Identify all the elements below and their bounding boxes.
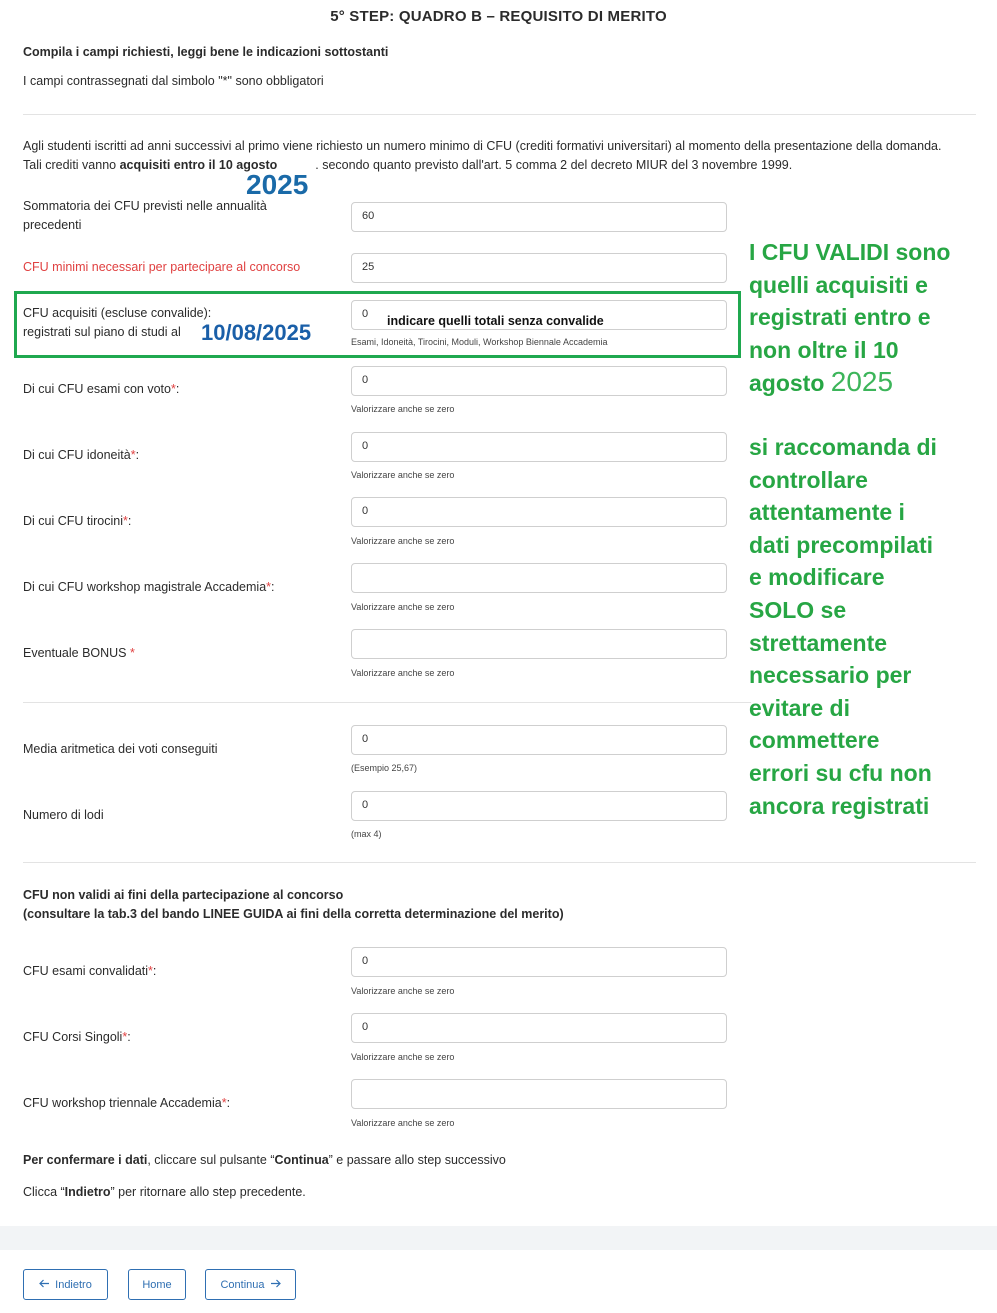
confirm-text-mid: , cliccare sul pulsante “ [147,1153,275,1167]
arrow-left-icon [39,1279,50,1291]
required-star: * [170,382,176,396]
home-button-label: Home [142,1278,172,1291]
label-colon: : [271,580,275,594]
help-esami-convalidati: Valorizzare anche se zero [351,986,455,996]
label-corsi-singoli [23,1028,131,1047]
label-cfu-acquisiti-1: CFU acquisiti (escluse convalide): [23,306,212,320]
label-colon: : [127,514,132,528]
label-sommatoria-1: Sommatoria dei CFU previsti nelle annualità [23,199,267,213]
help-bonus: Valorizzare anche se zero [351,668,455,678]
label-cfu-acquisiti [23,304,211,342]
annotation-line: controllare [749,466,868,493]
sommatoria-input[interactable]: 60 [351,202,727,232]
non-validi-subtitle: (consultare la tab.3 del bando LINEE GUIDA ai fini della corretta determinazione del merito) [23,907,564,921]
required-star: * [130,448,136,462]
annotation-line [749,366,950,400]
continue-button[interactable] [205,1269,296,1300]
label-media: Media aritmetica dei voti conseguiti [23,742,218,756]
annotation-line: attentamente i [749,499,905,526]
label-colon: : [175,382,180,396]
label-corsi-singoli-text: CFU Corsi Singoli [23,1030,123,1044]
annotation-line: dati precompilati [749,531,934,558]
label-sommatoria-2: precedenti [23,218,82,232]
back-text-post: ” per ritornare allo step precedente. [110,1185,306,1199]
confirm-text [23,1151,506,1170]
label-tirocini [23,512,131,531]
label-workshop-triennale-text: CFU workshop triennale Accademia [23,1096,222,1110]
label-colon: : [127,1030,131,1044]
annotation-valid-cfu [749,236,950,400]
help-workshop-triennale: Valorizzare anche se zero [351,1118,455,1128]
help-workshop-magistrale: Valorizzare anche se zero [351,602,455,612]
annotation-line: ancora registrati [749,792,930,819]
label-idoneita-text: Di cui CFU idoneità [23,448,131,462]
label-bonus [23,644,135,663]
lodi-input[interactable]: 0 [351,791,727,821]
idoneita-input[interactable]: 0 [351,432,727,462]
divider [23,114,976,115]
non-validi-title: CFU non validi ai fini della partecipazione al concorso [23,888,344,902]
confirm-text-bold: Continua [274,1153,329,1167]
corsi-singoli-input[interactable]: 0 [351,1013,727,1043]
annotation-line: strettamente [749,629,888,656]
help-corsi-singoli: Valorizzare anche se zero [351,1052,455,1062]
annotation-line: commettere [749,727,880,754]
required-note: I campi contrassegnati dal simbolo "*" sono obbligatori [23,74,324,88]
annotation-line: I CFU VALIDI sono [749,239,951,265]
required-star: * [123,514,128,528]
annotation-line: quelli acquisiti e [749,271,928,298]
back-text-pre: Clicca “ [23,1185,65,1199]
annotation-line: errori su cfu non [749,759,932,786]
workshop-magistrale-input[interactable] [351,563,727,593]
label-colon: : [135,448,140,462]
annotation-recommendation [749,431,937,822]
back-text [23,1183,306,1202]
annotation-year-top: 2025 [246,169,309,200]
annotation-line: non oltre il 10 [749,336,899,363]
label-esami-convalidati [23,962,156,981]
label-esami-voto-text: Di cui CFU esami con voto [23,382,171,396]
required-star: * [266,580,272,594]
required-star: * [148,964,153,978]
workshop-triennale-input[interactable] [351,1079,727,1109]
label-sommatoria [23,197,267,235]
intro-line-2-bold: acquisiti entro il 10 agosto [119,158,278,172]
help-media: (Esempio 25,67) [351,763,418,773]
intro-line-1: Agli studenti iscritti ad anni successivi al primo viene richiesto un numero minimo di CFU (crediti formativi universitari) al momento della presentazione della domanda. [23,139,942,153]
required-star: * [122,1030,128,1044]
label-lodi: Numero di lodi [23,808,104,822]
label-colon: : [152,964,157,978]
intro-line-2-pre: Tali crediti vanno [23,158,120,172]
label-workshop-triennale [23,1094,230,1113]
help-idoneita: Valorizzare anche se zero [351,470,455,480]
annotation-line: si raccomanda di [749,434,937,460]
label-workshop-magistrale-text: Di cui CFU workshop magistrale Accademia [23,580,267,594]
footer-band [0,1226,997,1250]
arrow-right-icon [270,1279,281,1291]
confirm-text-post: ” e passare allo step successivo [328,1153,506,1167]
label-colon: : [226,1096,231,1110]
annotation-line: evitare di [749,694,850,721]
required-star: * [221,1096,227,1110]
label-cfu-minimi: CFU minimi necessari per partecipare al concorso [23,260,301,274]
tirocini-input[interactable]: 0 [351,497,727,527]
back-button-label: Indietro [55,1278,92,1291]
help-tirocini: Valorizzare anche se zero [351,536,455,546]
divider [23,862,976,863]
label-idoneita [23,446,139,465]
intro-line-2-post: . secondo quanto previsto dall'art. 5 comma 2 del decreto MIUR del 3 novembre 1999. [315,158,793,172]
annotation-line-text: agosto [749,370,825,397]
cfu-acquisiti-input[interactable]: 0 [351,300,727,330]
continue-button-label: Continua [220,1278,265,1291]
confirm-text-pre: Per confermare i dati [23,1153,148,1167]
annotation-line: e modificare [749,564,885,591]
annotation-date: 10/08/2025 [201,320,312,345]
annotation-line: registrati entro e [749,304,931,331]
intro-line-2 [23,156,792,175]
home-button[interactable] [128,1269,186,1300]
bonus-input[interactable] [351,629,727,659]
annotation-line: necessario per [749,662,912,689]
label-bonus-text: Eventuale BONUS [23,646,130,660]
help-esami-voto: Valorizzare anche se zero [351,404,455,414]
help-lodi: (max 4) [351,829,382,839]
page-title: 5° STEP: QUADRO B – REQUISITO DI MERITO [330,8,667,25]
label-tirocini-text: Di cui CFU tirocini [23,514,124,528]
label-esami-convalidati-text: CFU esami convalidati [23,964,149,978]
cfu-minimi-input[interactable]: 25 [351,253,727,283]
label-esami-voto [23,380,179,399]
help-cfu-acquisiti: Esami, Idoneità, Tirocini, Moduli, Workshop Biennale Accademia [351,337,608,347]
required-star: * [130,646,135,660]
back-button[interactable] [23,1269,108,1300]
label-cfu-acquisiti-2: registrati sul piano di studi al [23,325,181,339]
divider [23,702,751,703]
label-workshop-magistrale [23,578,275,597]
back-text-bold: Indietro [64,1185,111,1199]
media-input[interactable]: 0 [351,725,727,755]
annotation-green-year: 2025 [830,366,894,398]
annotation-line: SOLO se [749,596,847,623]
page-subtitle: Compila i campi richiesti, leggi bene le indicazioni sottostanti [23,45,389,59]
annotation-field-note: indicare quelli totali senza convalide [387,314,604,328]
esami-voto-input[interactable]: 0 [351,366,727,396]
esami-convalidati-input[interactable]: 0 [351,947,727,977]
